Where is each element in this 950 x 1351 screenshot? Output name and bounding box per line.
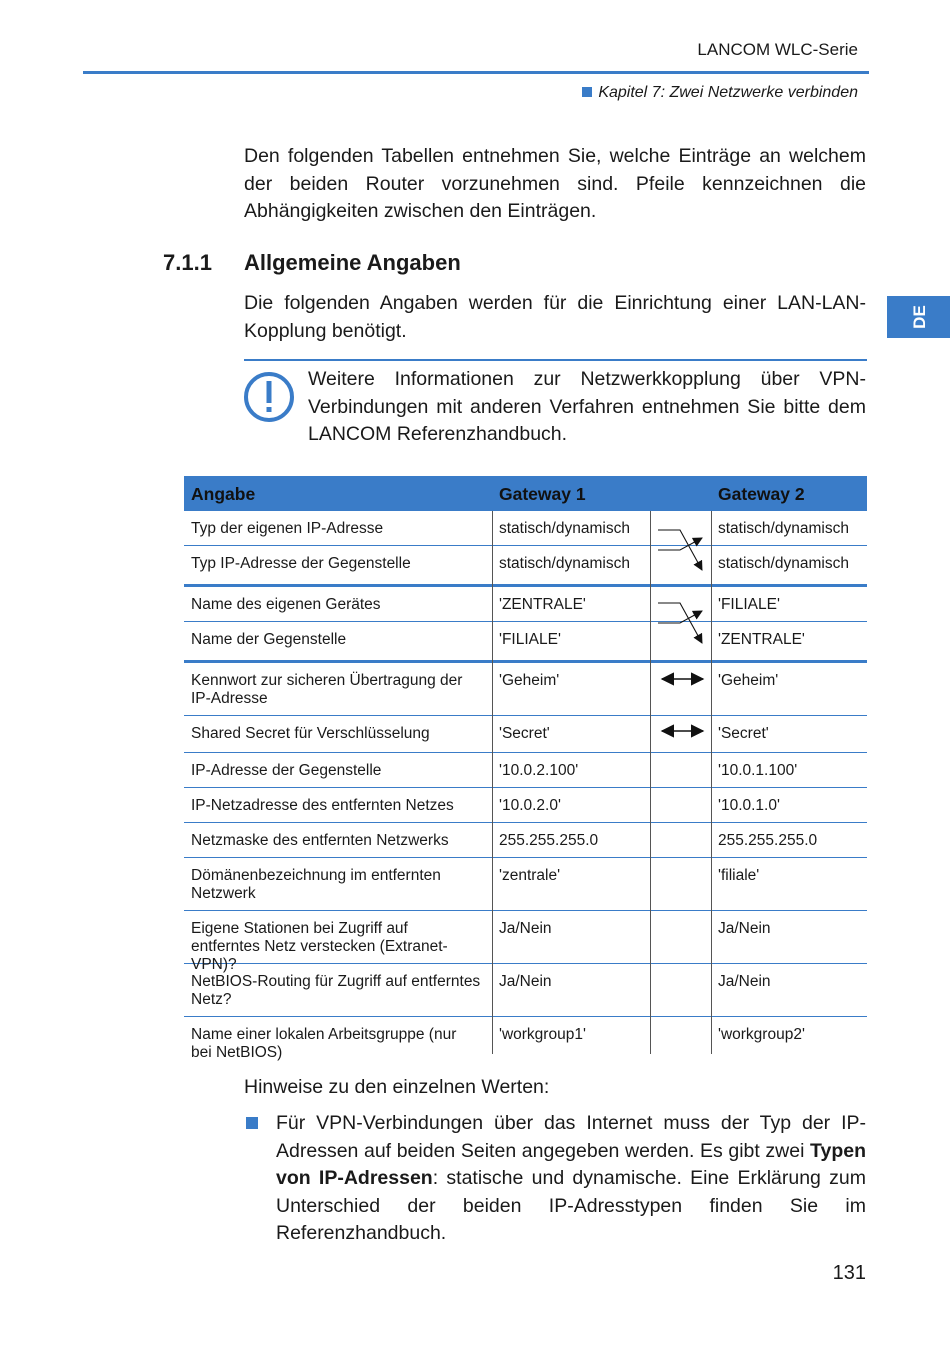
row-label: Name des eigenen Gerätes	[191, 596, 381, 613]
chapter-label: Kapitel 7: Zwei Netzwerke verbinden	[598, 84, 858, 101]
gateway1-value: 'ZENTRALE'	[499, 596, 586, 613]
gateway2-value: Ja/Nein	[718, 973, 771, 990]
bullet-square-icon	[246, 1117, 258, 1129]
gateway1-value: 255.255.255.0	[499, 832, 599, 849]
gateway1-value: 'Secret'	[499, 725, 550, 742]
gateway1-value: '10.0.2.100'	[499, 762, 579, 779]
row-label: Name einer lokalen Arbeitsgruppe (nur bei NetBIOS)	[191, 1026, 457, 1061]
page-number: 131	[832, 1262, 866, 1284]
hint-bullet	[276, 1110, 866, 1248]
gateway2-value: 'FILIALE'	[718, 596, 780, 613]
gateway1-value: 'FILIALE'	[499, 631, 561, 648]
row-label: Name der Gegenstelle	[191, 631, 347, 648]
gateway1-value: statisch/dynamisch	[499, 520, 630, 537]
gateway2-value: 255.255.255.0	[718, 832, 818, 849]
cross-arrow-icon	[658, 603, 702, 643]
section-title: Allgemeine Angaben	[244, 250, 461, 275]
header-series-title: LANCOM WLC-Serie	[697, 40, 858, 59]
row-label: NetBIOS-Routing für Zugriff auf entferntes Netz?	[191, 973, 481, 1008]
row-label: Netzmaske des entfernten Netzwerks	[191, 832, 449, 849]
column-header-gateway1: Gateway 1	[499, 484, 586, 504]
row-label: Kennwort zur sicheren Übertragung der IP-Adresse	[191, 672, 463, 707]
gateway1-value: 'zentrale'	[499, 867, 561, 884]
hint-bold-term: Typen von IP-Adressen	[276, 1139, 866, 1189]
section-description: Die folgenden Angaben werden für die Einrichtung einer LAN-LAN-Kopplung benötigt.	[244, 292, 866, 342]
language-tab-label: DE	[909, 305, 929, 329]
gateway1-value: Ja/Nein	[499, 920, 552, 937]
gateway1-value: '10.0.2.0'	[499, 797, 561, 814]
gateway2-value: statisch/dynamisch	[718, 555, 849, 572]
row-label: Typ der eigenen IP-Adresse	[191, 520, 384, 537]
intro-paragraph: Den folgenden Tabellen entnehmen Sie, welche Einträge an welchem der beiden Router vorzunehmen sind. Pfeile kennzeichnen die Abhängigkeiten zwischen den Einträgen.	[244, 145, 866, 222]
row-label: Shared Secret für Verschlüsselung	[191, 725, 430, 742]
gateway2-value: '10.0.1.0'	[718, 797, 780, 814]
hint-text-1: Für VPN-Verbindungen über das Internet muss der Typ der IP-Adressen auf beiden Seiten angegeben werden. Es gibt zwei	[276, 1112, 866, 1162]
row-label: IP-Netzadresse des entfernten Netzes	[191, 797, 454, 814]
gateway1-value: 'Geheim'	[499, 672, 560, 689]
section-number: 7.1.1	[163, 250, 212, 275]
gateway2-value: Ja/Nein	[718, 920, 771, 937]
gateway2-value: 'Secret'	[718, 725, 769, 742]
row-label: Eigene Stationen bei Zugriff auf entferntes Netz verstecken (Extranet-VPN)?	[191, 920, 448, 973]
gateway2-value: '10.0.1.100'	[718, 762, 798, 779]
gateway2-value: statisch/dynamisch	[718, 520, 849, 537]
row-label: Dömänenbezeichnung im entfernten Netzwerk	[191, 867, 441, 902]
gateway2-value: 'Geheim'	[718, 672, 779, 689]
gateway1-value: Ja/Nein	[499, 973, 552, 990]
hints-title: Hinweise zu den einzelnen Werten:	[244, 1076, 550, 1098]
gateway2-value: 'filiale'	[718, 867, 760, 884]
gateway2-value: 'workgroup2'	[718, 1026, 805, 1043]
hint-text-2: : statische und dynamische. Eine Erklärung zum Unterschied der beiden IP-Adresstypen finden Sie im Referenzhandbuch.	[276, 1167, 866, 1244]
row-label: IP-Adresse der Gegenstelle	[191, 762, 382, 779]
note-text: Weitere Informationen zur Netzwerkkopplung über VPN-Verbindungen mit anderen Verfahren entnehmen Sie bitte dem LANCOM Referenzhandbuch.	[308, 368, 866, 445]
column-header-angabe: Angabe	[191, 484, 256, 504]
row-label: Typ IP-Adresse der Gegenstelle	[191, 555, 411, 572]
gateway1-value: 'workgroup1'	[499, 1026, 586, 1043]
column-header-gateway2: Gateway 2	[718, 484, 805, 504]
gateway1-value: statisch/dynamisch	[499, 555, 630, 572]
cross-arrow-icon	[658, 530, 702, 570]
gateway2-value: 'ZENTRALE'	[718, 631, 805, 648]
